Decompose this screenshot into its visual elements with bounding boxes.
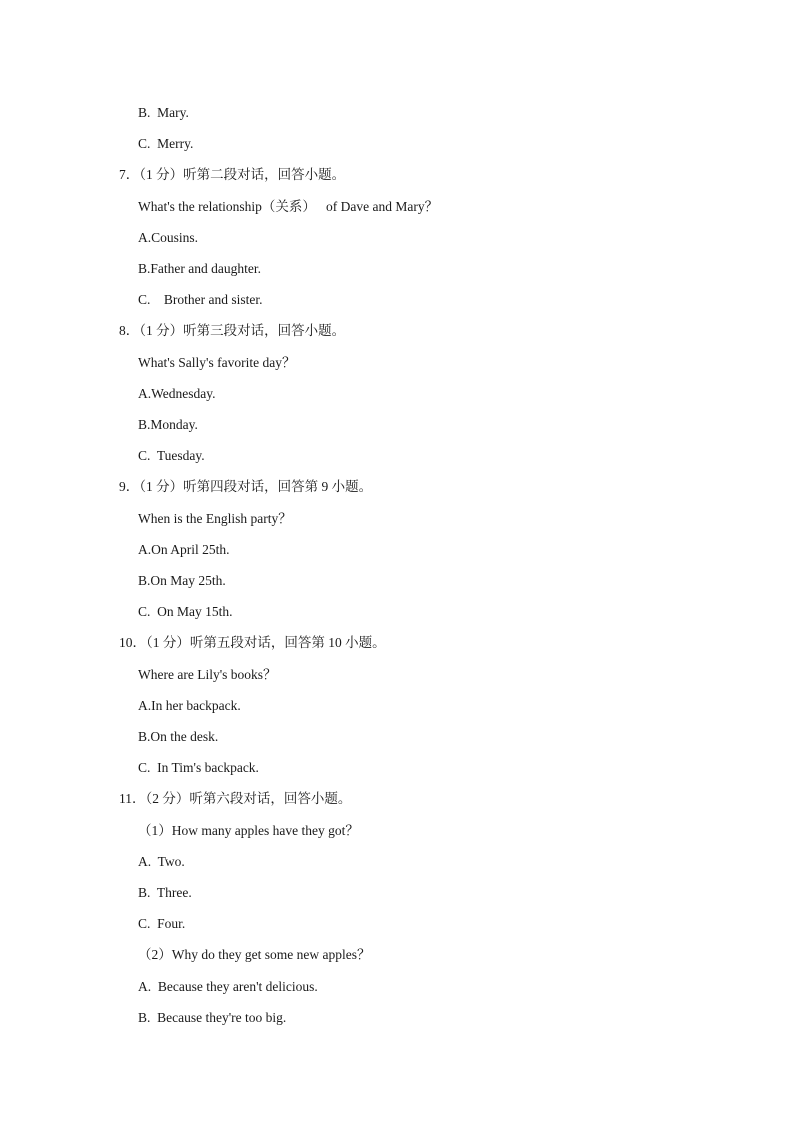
question-heading: 8．（1 分）听第三段对话，回答小题。	[119, 323, 346, 339]
question-heading: 11．（2 分）听第六段对话，回答小题。	[119, 791, 352, 807]
sub-question-prompt: （2）Why do they get some new apples？	[138, 947, 371, 963]
option-line: B.On May 25th.	[138, 573, 226, 588]
option-line: C. Tuesday.	[138, 448, 205, 464]
option-line: B. Three.	[138, 885, 192, 900]
option-line: A.On April 25th.	[138, 541, 230, 557]
sub-question-prompt: （1）How many apples have they got？	[138, 822, 359, 838]
option-line: B.On the desk.	[138, 729, 219, 744]
option-line: B.Father and daughter.	[138, 261, 261, 276]
question-heading: 10．（1 分）听第五段对话，回答第 10 小题。	[119, 635, 386, 651]
option-line: C. In Tim's backpack.	[138, 760, 259, 776]
option-line: C. Brother and sister.	[138, 292, 263, 308]
question-heading: 7．（1 分）听第二段对话，回答小题。	[119, 167, 346, 183]
question-prompt: What's Sally's favorite day？	[138, 354, 296, 370]
option-line: B. Because they're too big.	[138, 1009, 287, 1025]
option-line: A. Because they aren't delicious.	[138, 978, 318, 994]
option-line: C. Merry.	[138, 136, 194, 152]
option-line: A.In her backpack.	[138, 697, 241, 713]
option-line: A.Wednesday.	[138, 385, 216, 401]
option-line: B. Mary.	[138, 105, 189, 120]
option-line: A. Two.	[138, 853, 185, 869]
option-line: A.Cousins.	[138, 229, 199, 245]
question-prompt: Where are Lily's books？	[138, 666, 277, 682]
question-heading: 9．（1 分）听第四段对话，回答第 9 小题。	[119, 479, 373, 495]
question-prompt: What's the relationship（关系） of Dave and Mary？	[138, 198, 439, 214]
option-line: B.Monday.	[138, 417, 198, 432]
option-line: C. On May 15th.	[138, 604, 233, 620]
option-line: C. Four.	[138, 916, 186, 932]
question-prompt: When is the English party？	[138, 510, 292, 526]
